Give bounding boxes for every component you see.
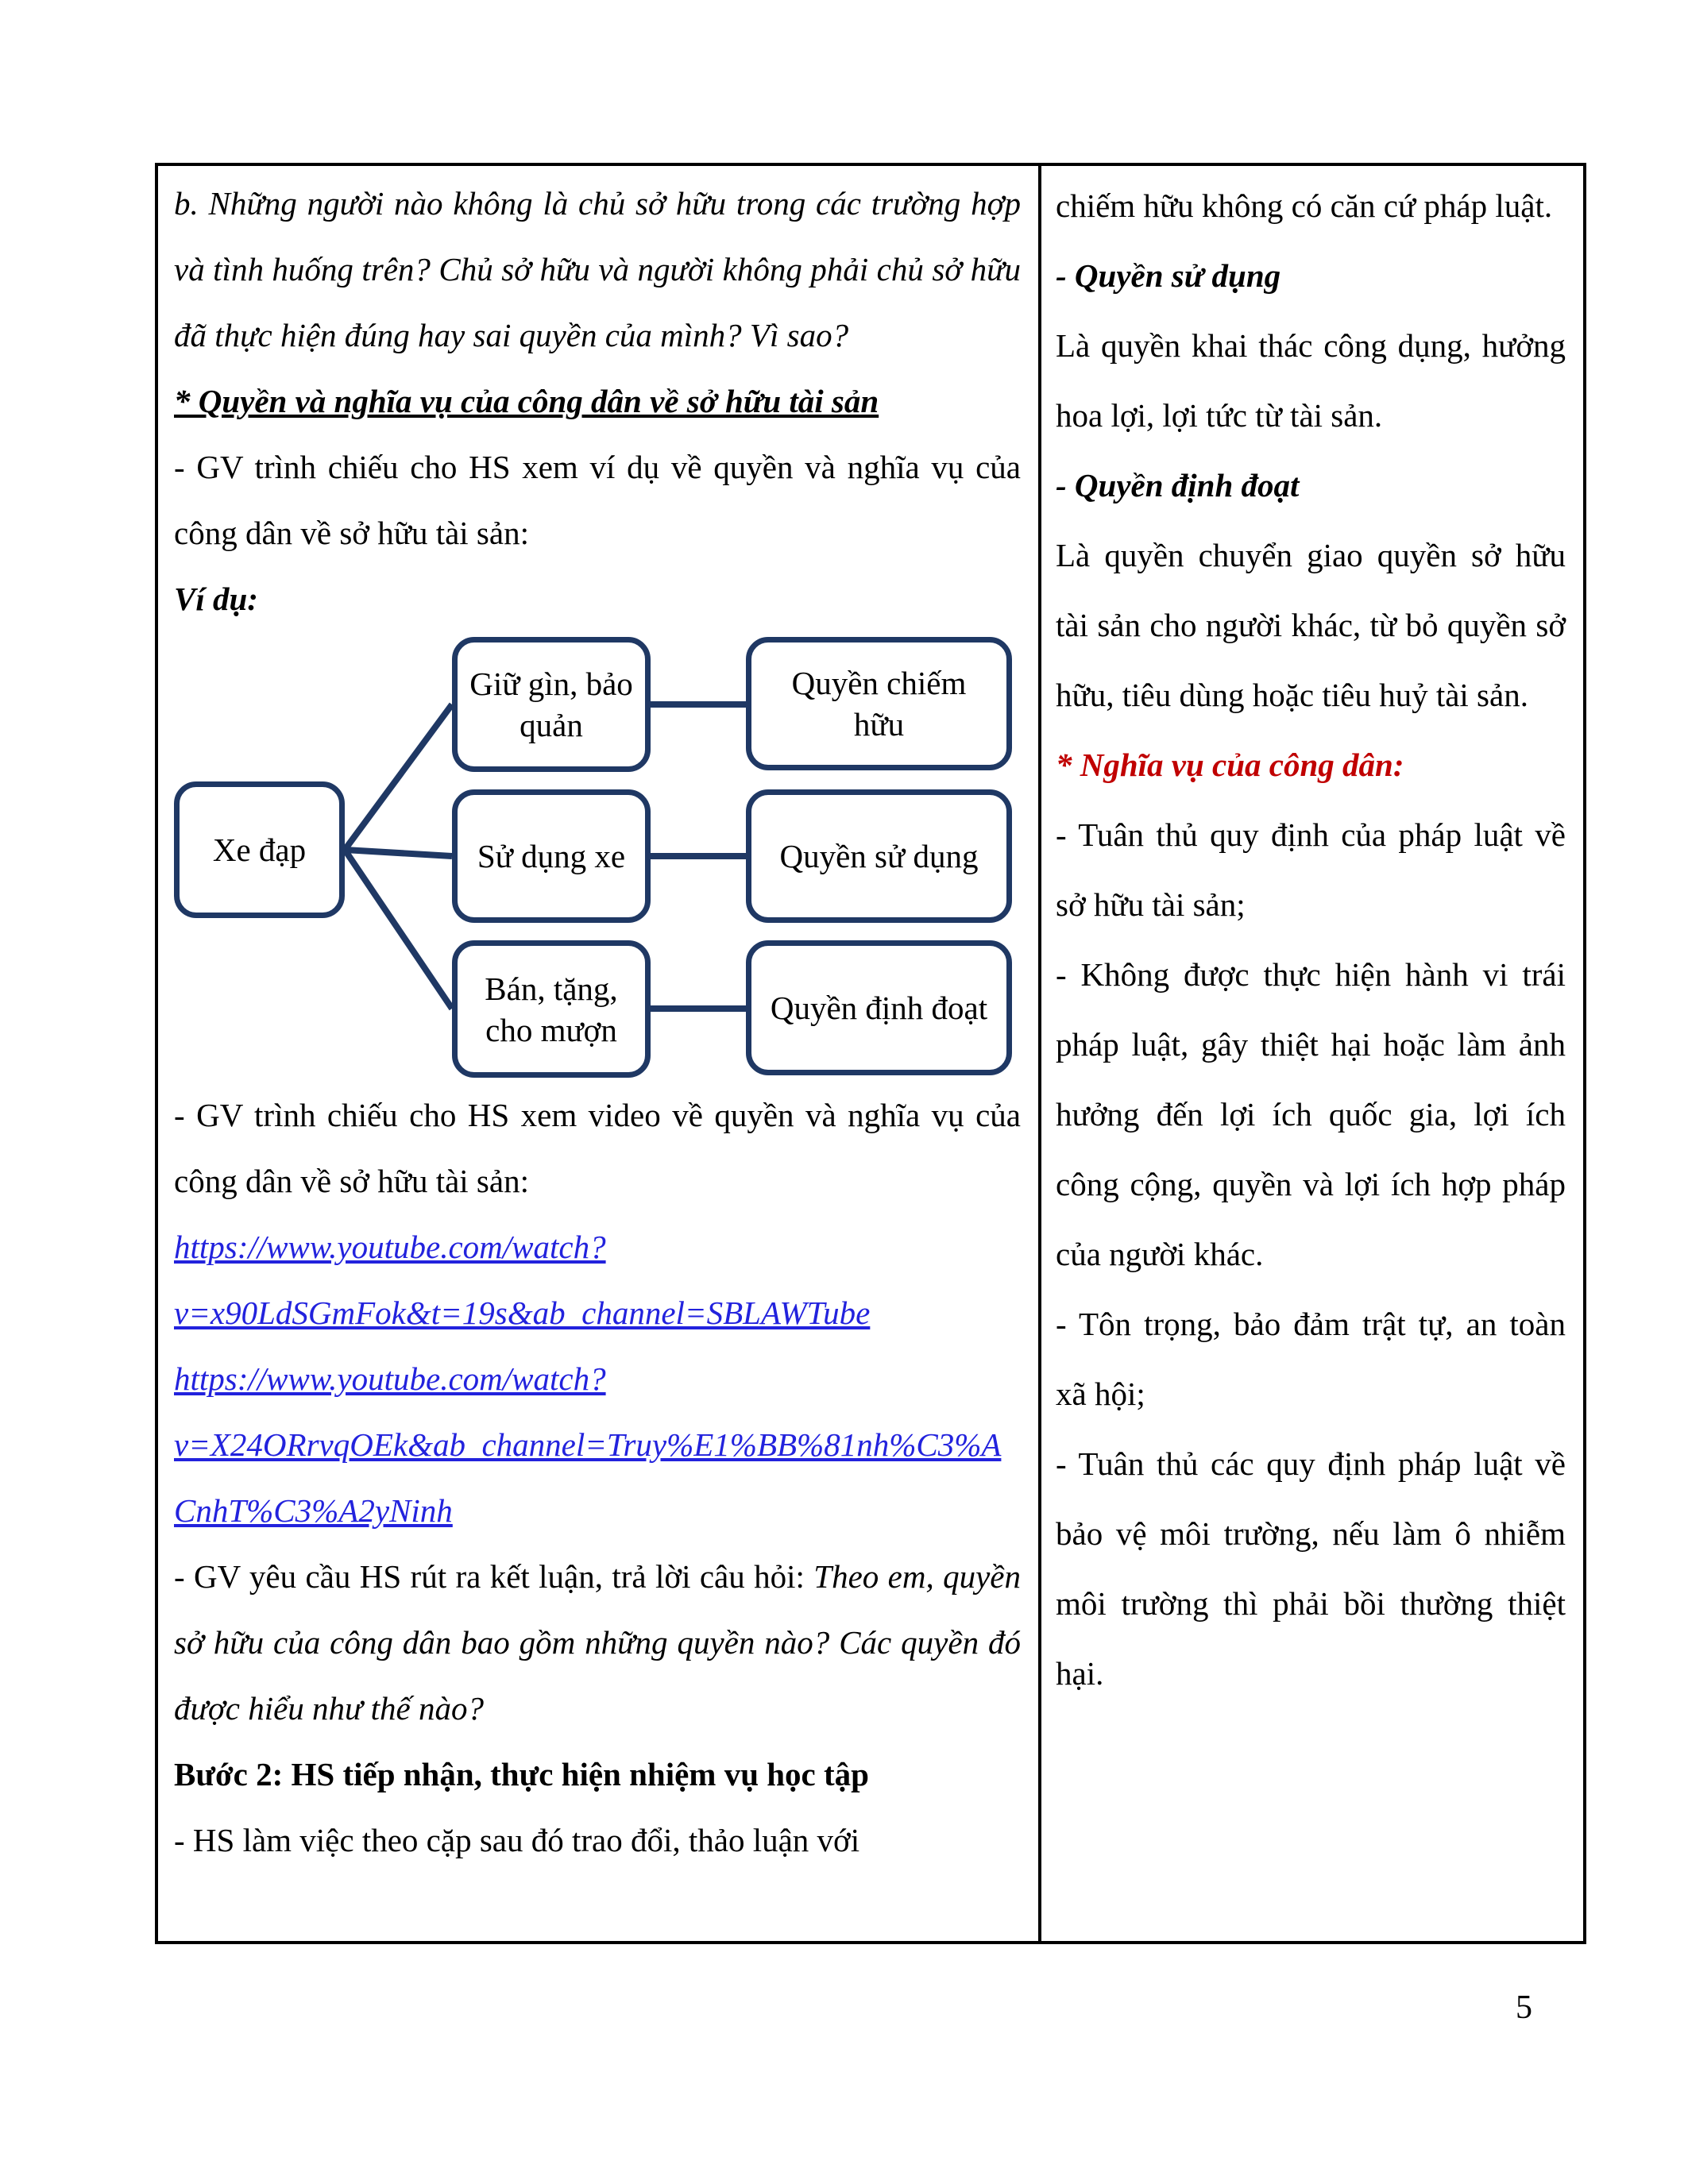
possess-continuation: chiếm hữu không có căn cứ pháp luật.: [1056, 187, 1553, 224]
lesson-plan-table: [155, 163, 1586, 1944]
diagram-node-giu-gin-bao-quan: Giữ gìn, bảo quản: [452, 637, 651, 772]
youtube-link-2-wrap: [174, 1346, 1021, 1544]
quyen-dinh-doat-definition: Là quyền chuyển giao quyền sở hữu tài sản cho người khác, từ bỏ quyền sở hữu, tiêu dùng hoặc tiêu huỷ tài sản.: [1056, 537, 1566, 713]
heading-quyen-su-dung: - Quyền sử dụng: [1056, 257, 1281, 294]
youtube-link-1-wrap: [174, 1214, 1021, 1346]
diagram-node-xe-dap: Xe đạp: [174, 781, 345, 918]
heading-rights-duties: * Quyền và nghĩa vụ của công dân về sở hữu tài sản: [174, 383, 879, 419]
youtube-link-2[interactable]: https://www.youtube.com/watch?v=X24ORrvqOEk&ab_channel=Truy%E1%BB%81nh%C3%ACnhT%C3%A2yNinh: [174, 1360, 1002, 1529]
step2-heading: Bước 2: HS tiếp nhận, thực hiện nhiệm vụ học tập: [174, 1756, 869, 1792]
obligation-4: - Tuân thủ các quy định pháp luật về bảo vệ môi trường, nếu làm ô nhiễm môi trường thì phải bồi thường thiệt hại.: [1056, 1445, 1566, 1692]
gv-example-paragraph: - GV trình chiếu cho HS xem ví dụ về quyền và nghĩa vụ của công dân về sở hữu tài sản:: [174, 449, 1021, 551]
table-cell-activities: [158, 166, 1041, 1941]
question-b: b. Những người nào không là chủ sở hữu trong các trường hợp và tình huống trên? Chủ sở hữu và người không phải chủ sở hữu đã thực hiện đúng hay sai quyền của mình? Vì sao?: [174, 185, 1021, 353]
diagram-node-quyen-dinh-doat: Quyền định đoạt: [746, 940, 1012, 1075]
heading-nghia-vu: * Nghĩa vụ của công dân:: [1056, 747, 1404, 783]
vi-du-label: Ví dụ:: [174, 581, 258, 617]
obligation-2: - Không được thực hiện hành vi trái pháp luật, gây thiệt hại hoặc làm ảnh hưởng đến lợi ích quốc gia, lợi ích công cộng, quyền và lợi ích hợp pháp của người khác.: [1056, 956, 1566, 1272]
page-number: 5: [1516, 1989, 1532, 2026]
youtube-link-1[interactable]: https://www.youtube.com/watch?v=x90LdSGmFok&t=19s&ab_channel=SBLAWTube: [174, 1229, 871, 1331]
gv-question-paragraph: - GV yêu cầu HS rút ra kết luận, trả lời câu hỏi: Theo em, quyền sở hữu của công dân bao gồm những quyền nào? Các quyền đó được hiểu như thế nào?: [174, 1558, 1022, 1727]
heading-quyen-dinh-doat: - Quyền định đoạt: [1056, 467, 1300, 504]
ownership-rights-diagram: [174, 637, 1020, 1078]
table-cell-content-notes: [1041, 166, 1583, 1941]
diagram-node-quyen-su-dung: Quyền sử dụng: [746, 789, 1012, 923]
diagram-node-ban-tang-cho-muon: Bán, tặng, cho mượn: [452, 940, 651, 1078]
obligation-1: - Tuân thủ quy định của pháp luật về sở hữu tài sản;: [1056, 816, 1566, 923]
gv-video-paragraph: - GV trình chiếu cho HS xem video về quyền và nghĩa vụ của công dân về sở hữu tài sản:: [174, 1097, 1021, 1199]
quyen-su-dung-definition: Là quyền khai thác công dụng, hưởng hoa lợi, lợi tức từ tài sản.: [1056, 327, 1566, 434]
diagram-node-quyen-chiem-huu: Quyền chiếm hữu: [746, 637, 1012, 770]
obligation-3: - Tôn trọng, bảo đảm trật tự, an toàn xã hội;: [1056, 1306, 1566, 1412]
hs-work-paragraph: - HS làm việc theo cặp sau đó trao đổi, thảo luận với: [174, 1822, 860, 1858]
diagram-node-su-dung-xe: Sử dụng xe: [452, 789, 651, 923]
